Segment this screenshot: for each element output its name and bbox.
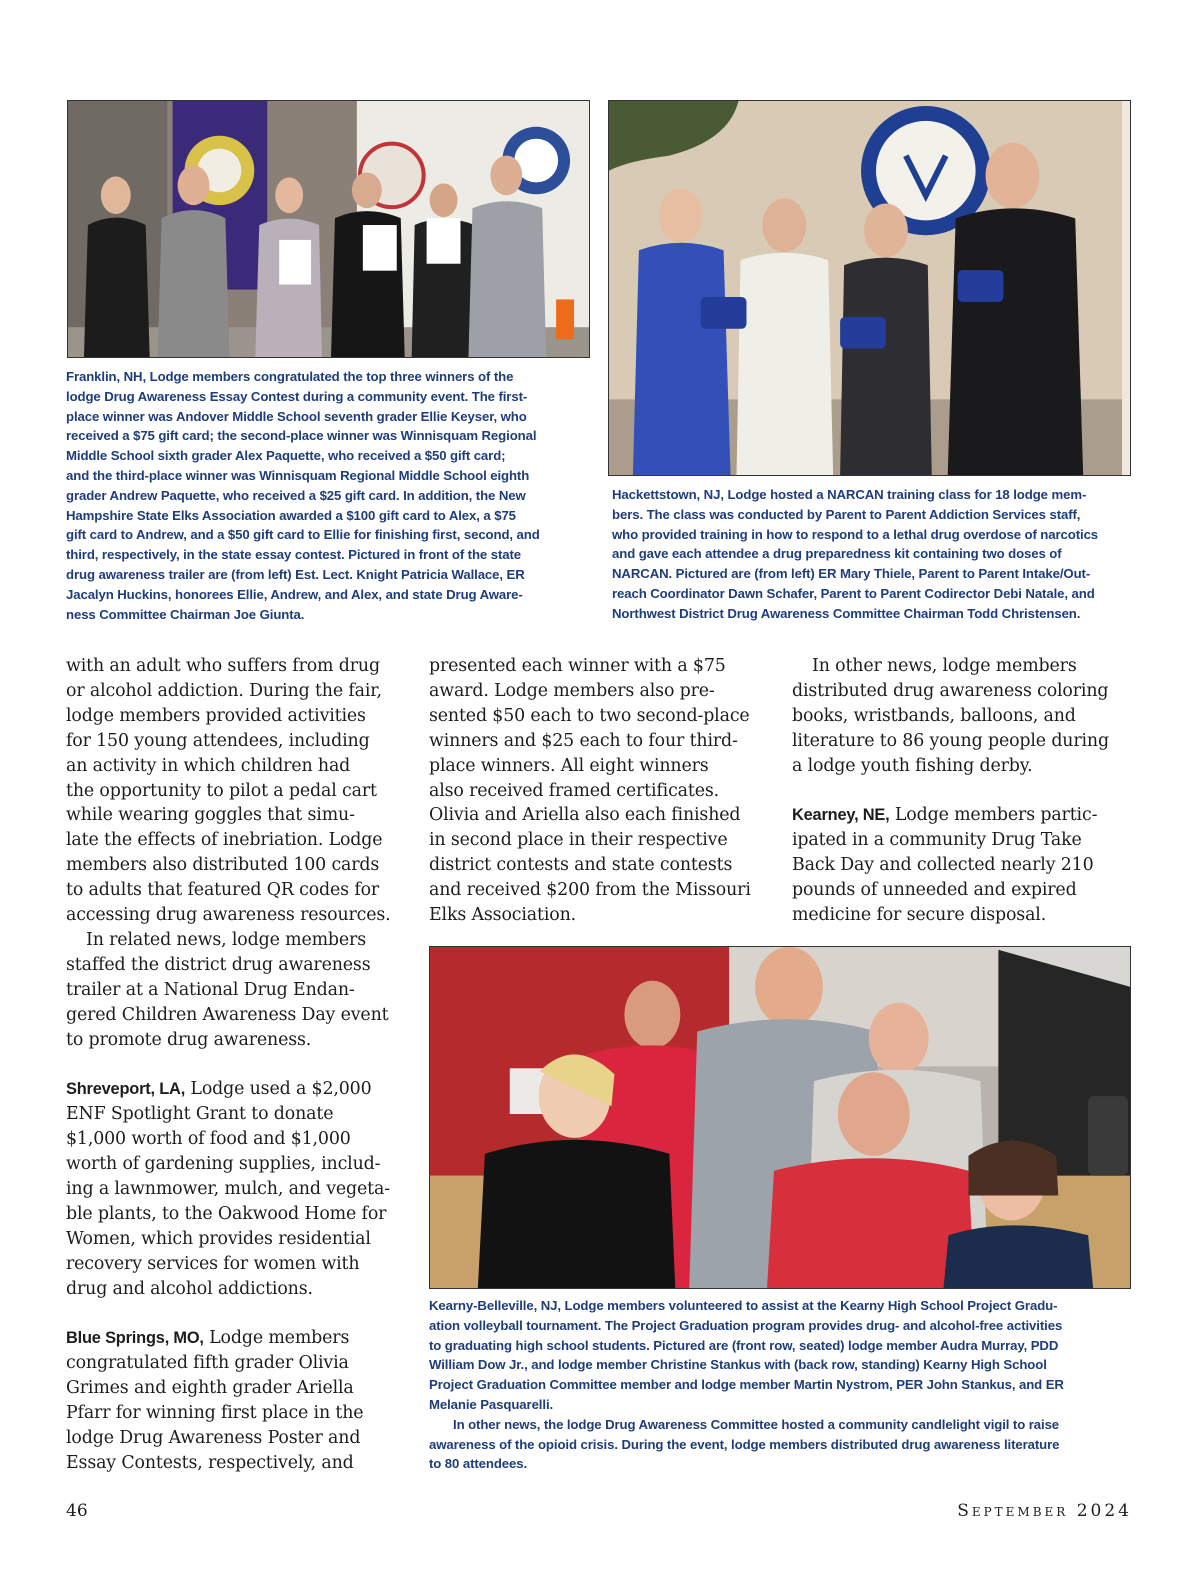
franklin-caption <box>66 367 606 624</box>
text-line: ing a lawnmower, mulch, and vegeta- <box>66 1179 390 1200</box>
text-line: awareness of the opioid crisis. During the event, lodge members distributed drug awareness literature <box>429 1436 1060 1452</box>
shreveport-heading: Shreveport, LA, <box>66 1080 186 1099</box>
kearney-paragraph <box>792 803 1142 928</box>
text-line: winners and $25 each to four third- <box>429 730 738 751</box>
text-line: for 150 young attendees, including <box>66 730 370 751</box>
text-line: district contests and state contests <box>429 855 733 876</box>
text-line: Lodge members volunteered to assist at the Kearny High School Project Gradu- <box>560 1298 1058 1313</box>
kearny-photo <box>429 946 1131 1289</box>
text-line: accessing drug awareness resources. <box>66 905 391 926</box>
text-line: Pfarr for winning first place in the <box>66 1403 364 1424</box>
text-line: ENF Spotlight Grant to donate <box>66 1104 334 1125</box>
text-line: Middle School sixth grader Alex Paquette, who received a $50 gift card; <box>66 448 506 464</box>
text-line: medicine for secure disposal. <box>792 905 1047 926</box>
text-line: place winner was Andover Middle School seventh grader Ellie Keyser, who <box>66 408 527 424</box>
text-line: lodge Drug Awareness Essay Contest during a community event. The first- <box>66 388 528 404</box>
blue-springs-paragraph <box>66 1326 416 1475</box>
text-line: Lodge hosted a NARCAN training class for 18 lodge mem- <box>723 487 1087 502</box>
text-line: Lodge members <box>203 1328 350 1349</box>
kearney-heading: Kearney, NE, <box>792 806 890 825</box>
text-line: $1,000 worth of food and $1,000 <box>66 1129 351 1150</box>
text-line: Project Graduation Committee member and lodge member Martin Nystrom, PER John Stankus, and ER <box>429 1377 1064 1393</box>
caption-location: Franklin, NH, <box>66 369 147 384</box>
text-line: Grimes and eighth grader Ariella <box>66 1378 354 1399</box>
text-line: books, wristbands, balloons, and <box>792 705 1076 726</box>
text-line: ness Committee Chairman Joe Giunta. <box>66 606 305 622</box>
text-line: lodge Drug Awareness Poster and <box>66 1428 361 1449</box>
text-line: also received framed certificates. <box>429 780 720 801</box>
text-line: while wearing goggles that simu- <box>66 805 355 826</box>
column-2 <box>429 654 779 928</box>
text-line: Women, which provides residential <box>66 1228 371 1249</box>
text-line: Essay Contests, respectively, and <box>66 1452 354 1473</box>
text-line: literature to 86 young people during <box>792 730 1109 751</box>
text-line: William Dow Jr., and lodge member Christine Stankus with (back row, standing) Kearny High School <box>429 1357 1047 1373</box>
text-line: the opportunity to pilot a pedal cart <box>66 780 377 801</box>
col1-related-news <box>66 928 416 1053</box>
text-line: in second place in their respective <box>429 830 728 851</box>
text-line: lodge members provided activities <box>66 705 366 726</box>
text-line: Northwest District Drug Awareness Committee Chairman Todd Christensen. <box>612 605 1081 621</box>
text-line: or alcohol addiction. During the fair, <box>66 680 382 701</box>
page-number: 46 <box>66 1501 88 1521</box>
text-line: drug awareness trailer are (from left) Est. Lect. Knight Patricia Wallace, ER <box>66 566 525 582</box>
text-line: members also distributed 100 cards <box>66 855 380 876</box>
text-line: NARCAN. Pictured are (from left) ER Mary Thiele, Parent to Parent Intake/Out- <box>612 566 1091 582</box>
text-line: worth of gardening supplies, includ- <box>66 1154 381 1175</box>
text-line: a lodge youth fishing derby. <box>792 755 1033 776</box>
col1-paragraph <box>66 654 416 928</box>
text-line: Melanie Pasquarelli. <box>429 1396 554 1412</box>
text-line: drug and alcohol addictions. <box>66 1278 313 1299</box>
text-line: Hampshire State Elks Association awarded a $100 gift card to Alex, a $75 <box>66 507 516 523</box>
text-line: third, respectively, in the state essay contest. Pictured in front of the state <box>66 547 522 563</box>
text-line: and gave each attendee a drug preparedness kit containing two doses of <box>612 546 1062 562</box>
text-line: to adults that featured QR codes for <box>66 880 380 901</box>
issue-date: September 2024 <box>957 1501 1132 1521</box>
text-line: Elks Association. <box>429 905 576 926</box>
text-line: and received $200 from the Missouri <box>429 880 751 901</box>
text-line: recovery services for women with <box>66 1253 360 1274</box>
text-line: staffed the district drug awareness <box>66 954 371 975</box>
caption-location: Kearny-Belleville, NJ, <box>429 1298 561 1313</box>
text-line: to promote drug awareness. <box>66 1029 312 1050</box>
text-line: to 80 attendees. <box>429 1456 528 1472</box>
col2-paragraph <box>429 654 779 928</box>
text-line: Lodge used a $2,000 <box>185 1079 372 1100</box>
hackettstown-photo <box>608 100 1131 476</box>
text-line: received a $75 gift card; the second-place winner was Winnisquam Regional <box>66 428 537 444</box>
text-line: bers. The class was conducted by Parent to Parent Addiction Services staff, <box>612 506 1081 522</box>
caption-location: Hackettstown, NJ, <box>612 487 724 502</box>
text-line: an activity in which children had <box>66 755 351 776</box>
hackettstown-caption <box>612 485 1152 624</box>
text-line: grader Andrew Paquette, who received a $25 gift card. In addition, the New <box>66 487 526 503</box>
text-line: to graduating high school students. Pictured are (front row, seated) lodge member Audra Murray, PDD <box>429 1337 1059 1353</box>
text-line: and the third-place winner was Winnisquam Regional Middle School eighth <box>66 467 530 483</box>
text-line: sented $50 each to two second-place <box>429 705 750 726</box>
col3-paragraph <box>792 654 1142 779</box>
kearny-caption <box>429 1296 1149 1474</box>
text-line: trailer at a National Drug Endan- <box>66 979 355 1000</box>
blue-springs-heading: Blue Springs, MO, <box>66 1329 204 1348</box>
text-line: ipated in a community Drug Take <box>792 830 1082 851</box>
text-line: who provided training in how to respond to a lethal drug overdose of narcotics <box>612 526 1099 542</box>
text-line: In other news, the lodge Drug Awareness Committee hosted a community candlelight vigil to raise <box>453 1416 1060 1432</box>
text-line: Olivia and Ariella also each finished <box>429 805 741 826</box>
text-line: Back Day and collected nearly 210 <box>792 855 1094 876</box>
text-line: late the effects of inebriation. Lodge <box>66 830 383 851</box>
text-line: place winners. All eight winners <box>429 755 709 776</box>
text-line: with an adult who suffers from drug <box>66 656 380 676</box>
text-line: gift card to Andrew, and a $50 gift card to Ellie for finishing first, second, and <box>66 527 540 543</box>
text-line: distributed drug awareness coloring <box>792 680 1109 701</box>
column-1 <box>66 654 416 1476</box>
text-line: ble plants, to the Oakwood Home for <box>66 1203 387 1224</box>
text-line: presented each winner with a $75 <box>429 656 726 676</box>
franklin-photo <box>67 100 590 358</box>
text-line: Jacalyn Huckins, honorees Ellie, Andrew, and Alex, and state Drug Aware- <box>66 586 523 602</box>
text-line: In other news, lodge members <box>812 656 1077 676</box>
text-line: pounds of unneeded and expired <box>792 880 1077 901</box>
text-line: reach Coordinator Dawn Schafer, Parent to Parent Codirector Debi Natale, and <box>612 585 1095 601</box>
text-line: gered Children Awareness Day event <box>66 1004 389 1025</box>
column-3 <box>792 654 1142 928</box>
shreveport-paragraph <box>66 1077 416 1301</box>
text-line: Lodge members congratulated the top three winners of the <box>146 369 514 384</box>
text-line: In related news, lodge members <box>86 929 366 950</box>
text-line: award. Lodge members also pre- <box>429 680 715 701</box>
text-line: Lodge members partic- <box>889 805 1098 826</box>
text-line: congratulated fifth grader Olivia <box>66 1353 349 1374</box>
text-line: ation volleyball tournament. The Project Graduation program provides drug- and alcohol-free activities <box>429 1317 1063 1333</box>
